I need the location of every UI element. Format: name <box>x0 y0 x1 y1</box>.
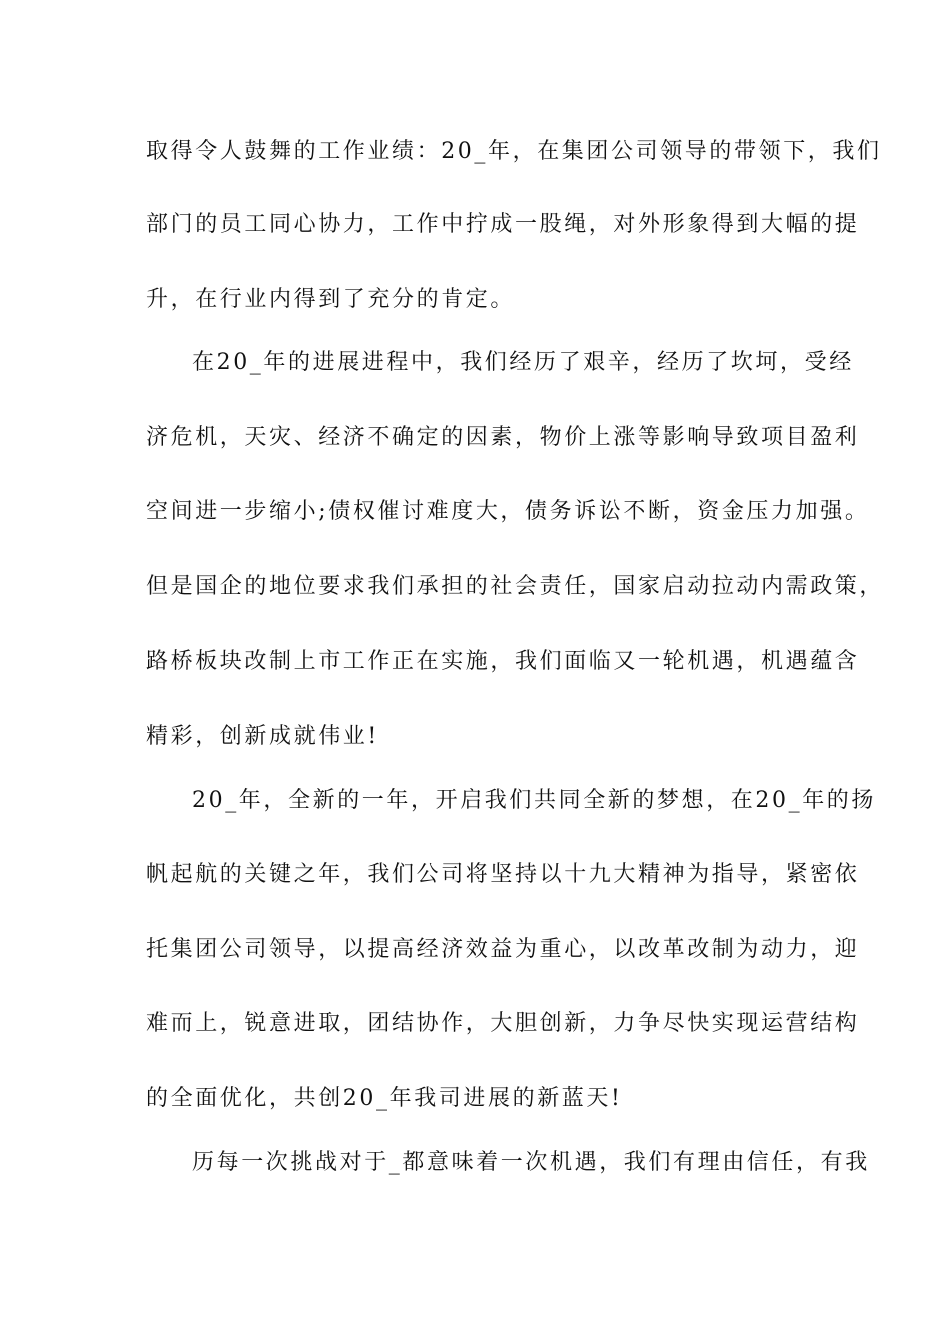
text-line: 空间进一步缩小;债权催讨难度大，债务诉讼不断，资金压力加强。 <box>146 499 870 524</box>
text-line: 历每一次挑战对于_都意味着一次机遇，我们有理由信任，有我 <box>192 1150 870 1175</box>
text-line: 难而上，锐意进取，团结协作，大胆创新，力争尽快实现运营结构 <box>146 1011 860 1036</box>
text-line: 的全面优化，共创20_年我司进展的新蓝天! <box>146 1086 623 1111</box>
text-line: 升，在行业内得到了充分的肯定。 <box>146 287 516 312</box>
text-line: 但是国企的地位要求我们承担的社会责任，国家启动拉动内需政策， <box>146 574 885 599</box>
text-line: 精彩，创新成就伟业! <box>146 724 379 749</box>
text-line: 在20_年的进展进程中，我们经历了艰辛，经历了坎坷，受经 <box>192 350 854 375</box>
text-line: 取得令人鼓舞的工作业绩：20_年，在集团公司领导的带领下，我们 <box>146 139 882 164</box>
text-line: 部门的员工同心协力，工作中拧成一股绳，对外形象得到大幅的提 <box>146 212 860 237</box>
text-line: 济危机，天灾、经济不确定的因素，物价上涨等影响导致项目盈利 <box>146 425 860 450</box>
text-line: 20_年，全新的一年，开启我们共同全新的梦想，在20_年的扬 <box>192 788 876 813</box>
text-line: 托集团公司领导，以提高经济效益为重心，以改革改制为动力，迎 <box>146 937 860 962</box>
text-line: 路桥板块改制上市工作正在实施，我们面临又一轮机遇，机遇蕴含 <box>146 649 860 674</box>
text-line: 帆起航的关键之年，我们公司将坚持以十九大精神为指导，紧密依 <box>146 862 860 887</box>
